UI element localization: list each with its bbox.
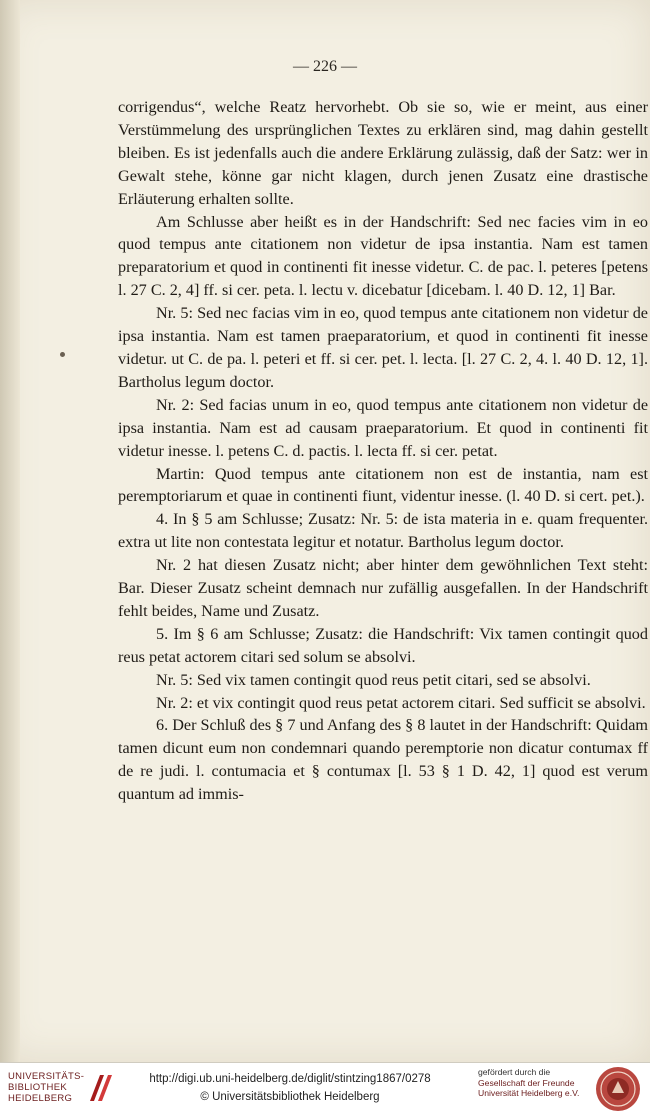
page-binding-edge bbox=[0, 0, 20, 1062]
paragraph: Am Schlusse aber heißt es in der Handschrift: Sed nec facies vim in eo quod tempus ante citationem non videtur de ipsa instantia. Nam est tamen preparatorium et quod in continenti fit inesse videtur. C. de pac. l. peteres [petens l. 27 C. 2, 4] ff. si cer. peta. l. lectu v. dicebatur [dicebam. l. 40 D. 12, 1] Bar. bbox=[118, 212, 648, 300]
permalink-url[interactable]: http://digi.ub.uni-heidelberg.de/diglit/stintzing1867/0278 bbox=[149, 1073, 431, 1085]
body-text bbox=[118, 96, 648, 806]
paragraph: Nr. 2: et vix contingit quod reus petat actorem citari. Sed sufficit se absolvi. bbox=[156, 693, 646, 712]
paragraph: Martin: Quod tempus ante citationem non est de instantia, nam est peremptoriarum et quae in continenti fiunt, videntur inesse. (l. 40 D. si cert. pet.). bbox=[118, 464, 648, 506]
page-number: — 226 — bbox=[293, 58, 357, 75]
paragraph: corrigendus“, welche Reatz hervorhebt. Ob sie so, wie er meint, aus einer Verstümmelung des ursprünglichen Textes zu erklären sind, mag dahin gestellt bleiben. Es ist jedenfalls auch die andere Erklärung zulässig, daß der Satz: wer in Gewalt stehe, könne gar nicht klagen, durch jenen Zusatz eine drastische Erläuterung erhalten sollte. bbox=[118, 98, 648, 208]
paragraph: Nr. 5: Sed nec facias vim in eo, quod tempus ante citationem non videtur de ipsa instantia. Nam est tamen praeparatorium, et quod in continenti fit inesse videtur. ut C. de pa. l. peteri et ff. si cer. pet. l. lecta. [l. 27 C. 2, 4. l. 40 D. 12, 1]. Bartholus legum doctor. bbox=[118, 304, 648, 391]
funded-by-label: gefördert durch die bbox=[478, 1067, 551, 1077]
sponsor-block bbox=[478, 1067, 590, 1099]
margin-mark bbox=[60, 352, 65, 357]
paragraph: Nr. 5: Sed vix tamen contingit quod reus petit citari, sed se absolvi. bbox=[156, 670, 591, 689]
paragraph: Nr. 2: Sed facias unum in eo, quod tempus ante citationem non videtur de ipsa instantia. Nam est ad causam praeparatorium. Et quod in continenti fit videtur inesse. l. petens C. d. pactis. l. lecta ff. si cer. petat. bbox=[118, 395, 648, 460]
copyright: © Universitätsbibliothek Heidelberg bbox=[200, 1091, 380, 1103]
paragraph: 5. Im § 6 am Schlusse; Zusatz: die Handschrift: Vix tamen contingit quod reus petat actorem citari sed solum se absolvi. bbox=[118, 624, 648, 666]
university-seal-icon bbox=[595, 1066, 641, 1112]
sponsor-name: Gesellschaft der Freunde bbox=[478, 1077, 575, 1088]
paragraph: 4. In § 5 am Schlusse; Zusatz: Nr. 5: de ista materia in e. quam frequenter. extra ut lite non contestata legitur et notatur. Bartholus legum doctor. bbox=[118, 510, 648, 552]
viewer-footer bbox=[0, 1062, 650, 1114]
paragraph: 6. Der Schluß des § 7 und Anfang des § 8 lautet in der Handschrift: Quidam tamen dicunt eum non condemnari quando peremptorie non dicatur contumax ff de re judi. l. contumacia et § contumax [l. 53 § 1 D. 42, 1] quod est verum quantum ad immis- bbox=[118, 716, 648, 804]
paragraph: Nr. 2 hat diesen Zusatz nicht; aber hinter dem gewöhnlichen Text steht: Bar. Dieser Zusatz scheint demnach nur zufällig ausgefallen. In der Handschrift fehlt beides, Name und Zusatz. bbox=[118, 556, 648, 620]
library-logo-icon bbox=[86, 1071, 116, 1105]
library-name: UNIVERSITÄTS- BIBLIOTHEK HEIDELBERG bbox=[8, 1071, 85, 1104]
sponsor-name-2: Universität Heidelberg e.V. bbox=[478, 1088, 580, 1098]
